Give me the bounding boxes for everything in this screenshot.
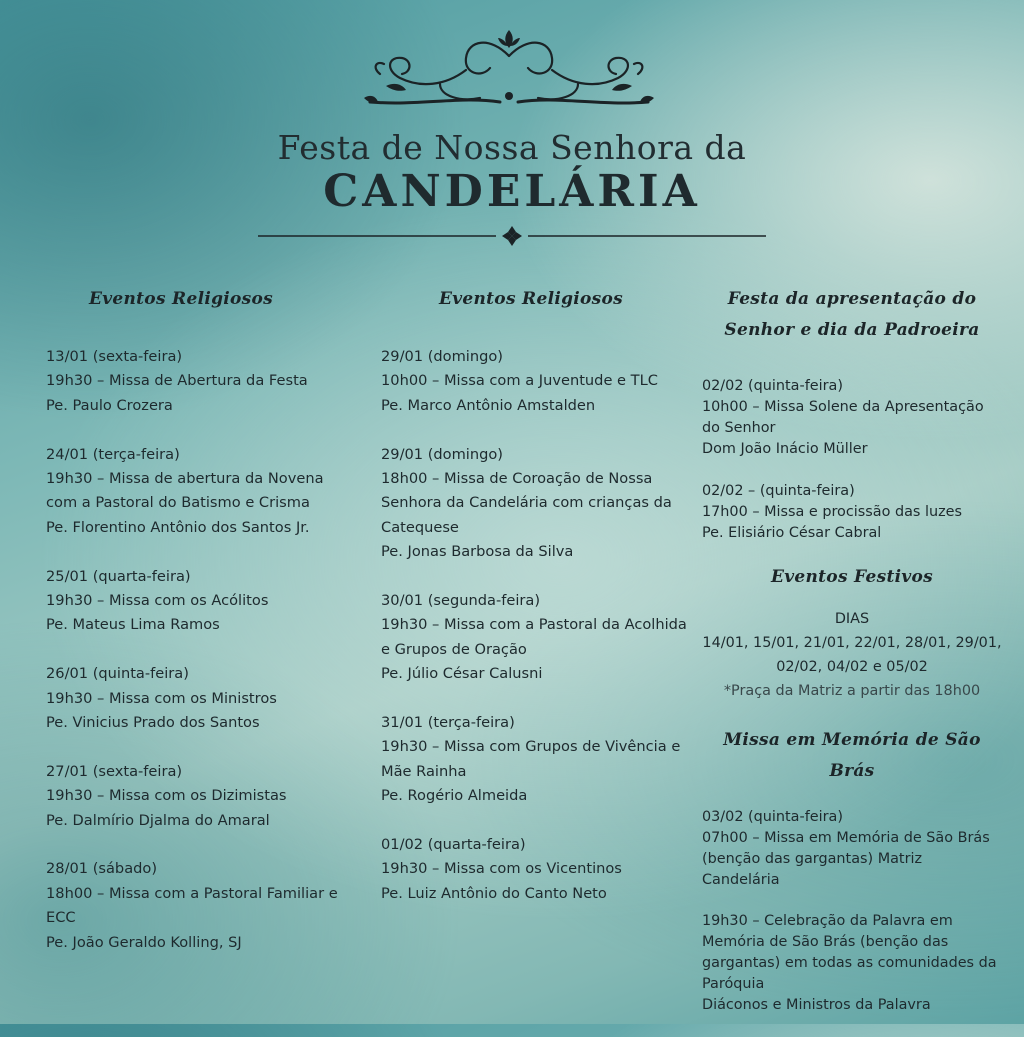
event-description: 18h00 – Missa com a Pastoral Familiar e ECC: [46, 884, 338, 927]
event-description: 19h30 – Missa com Grupos de Vivência e Mãe Rainha: [381, 738, 681, 780]
column-religious-events-2: [381, 284, 691, 931]
event-priest: Diáconos e Ministros da Palavra: [702, 997, 931, 1013]
event-description: 19h30 – Missa com a Pastoral da Acolhida e Grupos de Oração: [381, 616, 687, 658]
event-description: 10h00 – Missa Solene da Apresentação do Senhor: [702, 399, 984, 436]
event-description: 19h30 – Missa com os Vicentinos: [381, 860, 622, 878]
event-item: [381, 345, 691, 418]
event-description: 19h30 – Missa com os Acólitos: [46, 592, 269, 610]
event-item: [702, 807, 1002, 891]
event-date: 13/01 (sexta-feira): [46, 348, 183, 365]
event-description: 07h00 – Missa em Memória de São Brás (benção das gargantas) Matriz Candelária: [702, 830, 990, 888]
event-priest: Pe. Rogério Almeida: [381, 787, 528, 805]
column-feast-events: [702, 284, 1002, 1037]
festive-note: *Praça da Matriz a partir das 18h00: [723, 683, 981, 699]
festive-days-label: DIAS: [834, 611, 870, 627]
event-date: 01/02 (quarta-feira): [381, 836, 526, 854]
event-date: 24/01 (terça-feira): [46, 445, 180, 463]
event-item: [46, 760, 346, 833]
event-item: [702, 376, 1002, 460]
event-priest: Pe. Luiz Antônio do Canto Neto: [381, 884, 607, 902]
event-priest: Pe. João Geraldo Kolling, SJ: [46, 933, 242, 951]
festival-title: Festa de Nossa Senhora da: [277, 128, 747, 167]
event-item: [46, 565, 346, 638]
event-date: 30/01 (segunda-feira): [381, 592, 541, 610]
event-description: 19h30 – Missa com os Ministros: [46, 689, 277, 707]
event-date: 02/02 – (quinta-feira): [702, 483, 855, 499]
festive-events: [702, 607, 1002, 703]
event-priest: Pe. Dalmírio Djalma do Amaral: [46, 811, 270, 829]
event-priest: Pe. Marco Antônio Amstalden: [381, 396, 596, 414]
section-heading: Eventos Religiosos: [88, 289, 274, 309]
event-date: 28/01 (sábado): [46, 860, 158, 878]
event-priest: Pe. Vinicius Prado dos Santos: [46, 714, 260, 732]
event-item: [702, 911, 1002, 1016]
event-item: [46, 857, 346, 955]
event-item: [381, 589, 691, 687]
event-priest: Pe. Florentino Antônio dos Santos Jr.: [46, 518, 310, 536]
event-date: 25/01 (quarta-feira): [46, 567, 191, 585]
section-heading-sao-bras: Missa em Memória de São Brás: [723, 730, 981, 781]
event-description: 10h00 – Missa com a Juventude e TLC: [381, 372, 658, 390]
event-date: 02/02 (quinta-feira): [702, 378, 843, 394]
event-description: 19h30 – Missa com os Dizimistas: [46, 787, 287, 805]
title-divider: [258, 224, 766, 248]
festive-days-list: 14/01, 15/01, 21/01, 22/01, 28/01, 29/01, 02/02, 04/02 e 05/02: [702, 635, 1002, 675]
event-item: [46, 345, 346, 418]
event-priest: Pe. Jonas Barbosa da Silva: [381, 543, 574, 561]
event-item: [702, 481, 1002, 544]
flourish-ornament: [350, 26, 668, 112]
event-priest: Pe. Elisiário César Cabral: [702, 525, 882, 541]
event-description: 19h30 – Celebração da Palavra em Memória de São Brás (benção das gargantas) em todas as comunidades da Paróquia: [702, 913, 997, 992]
event-description: 19h30 – Missa de abertura da Novena com a Pastoral do Batismo e Crisma: [46, 470, 324, 512]
event-date: 27/01 (sexta-feira): [46, 762, 183, 780]
section-heading: Eventos Religiosos: [438, 289, 624, 309]
event-date: 26/01 (quinta-feira): [46, 665, 189, 683]
event-priest: Dom João Inácio Müller: [702, 441, 868, 457]
event-description: 17h00 – Missa e procissão das luzes: [702, 504, 963, 520]
event-priest: Pe. Paulo Crozera: [46, 396, 173, 414]
event-description: 18h00 – Missa de Coroação de Nossa Senhora da Candelária com crianças da Catequese: [381, 470, 672, 536]
event-date: 29/01 (domingo): [381, 348, 503, 365]
event-date: 29/01 (domingo): [381, 445, 503, 463]
column-religious-events-1: [46, 284, 346, 979]
festival-subtitle: CANDELÁRIA: [323, 166, 701, 217]
event-date: 03/02 (quinta-feira): [702, 809, 843, 825]
section-heading-feast: Festa da apresentação do Senhor e dia da Padroeira: [724, 289, 980, 340]
event-item: [46, 443, 346, 541]
event-item: [46, 662, 346, 735]
event-description: 19h30 – Missa de Abertura da Festa: [46, 372, 308, 390]
event-item: [381, 833, 691, 906]
event-priest: Pe. Júlio César Calusni: [381, 665, 543, 683]
event-priest: Pe. Mateus Lima Ramos: [46, 616, 220, 634]
event-item: [381, 711, 691, 809]
event-item: [381, 443, 691, 565]
section-heading-festive: Eventos Festivos: [770, 567, 934, 587]
event-date: 31/01 (terça-feira): [381, 714, 515, 732]
